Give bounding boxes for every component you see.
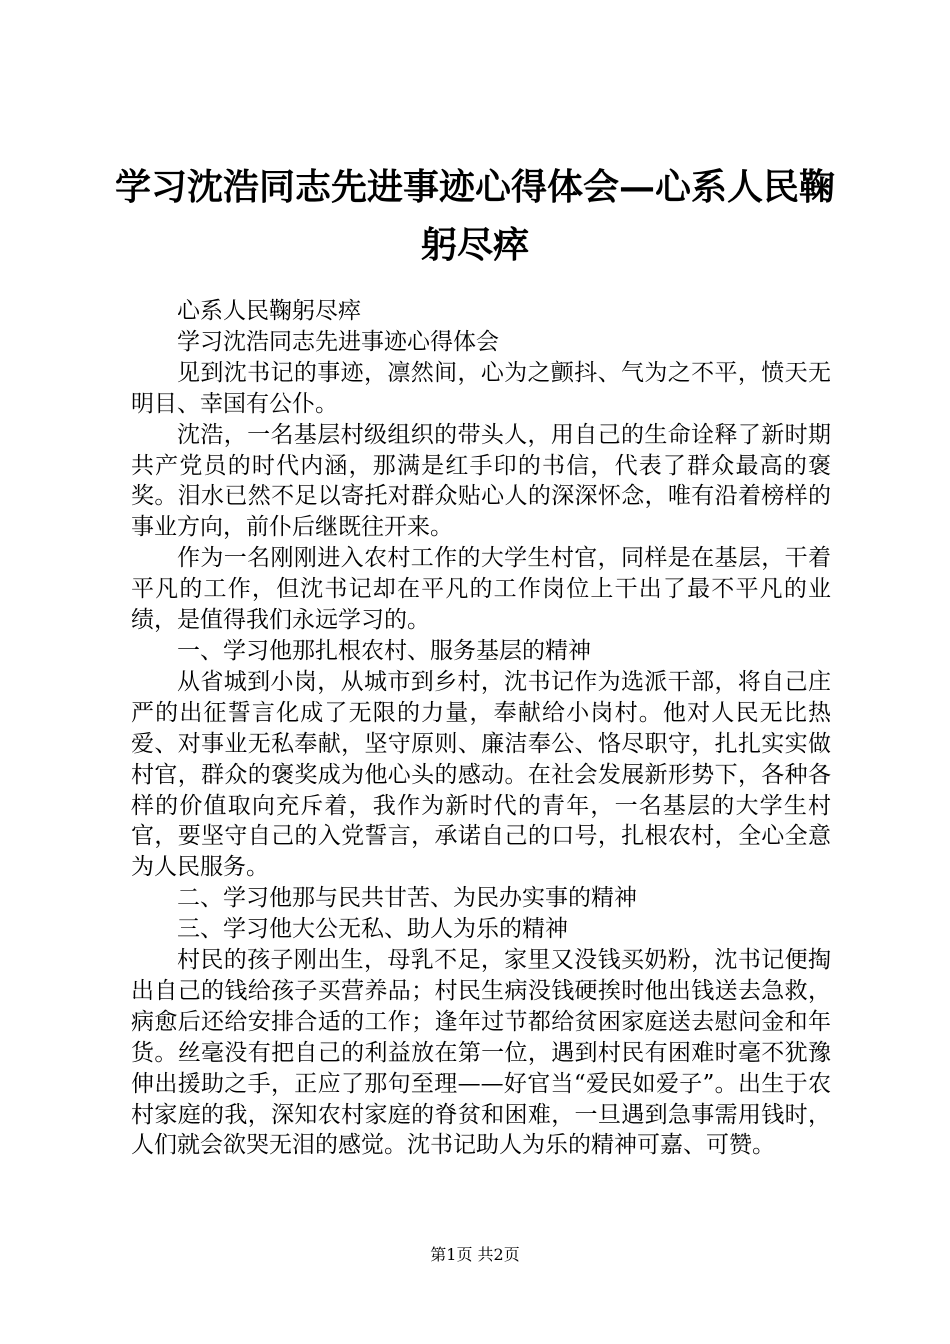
- section-heading: 二、学习他那与民共甘苦、为民办实事的精神: [177, 885, 637, 912]
- paragraph: 从省城到小岗，从城市到乡村，沈书记作为选派干部，将自己庄严的出征誓言化成了无限的力量，奉献给小岗村。他对人民无比热爱、对事业无私奉献，坚守原则、廉洁奉公、恪尽职守，扎扎实实做村官，群众的褒奖成为他心头的感动。在社会发展新形势下，各种各样的价值取向充斥着，我作为新时代的青年，一名基层的大学生村官，要坚守自己的入党誓言，承诺自己的口号，扎根农村，全心全意为人民服务。: [131, 668, 831, 881]
- paragraph: 学习沈浩同志先进事迹心得体会: [177, 328, 499, 355]
- section-heading: 一、学习他那扎根农村、服务基层的精神: [177, 637, 591, 664]
- paragraph: 见到沈书记的事迹，凛然间，心为之颤抖、气为之不平，愤天无明目、幸国有公仆。: [131, 359, 831, 417]
- paragraph: 村民的孩子刚出生，母乳不足，家里又没钱买奶粉，沈书记便掏出自己的钱给孩子买营养品；村民生病没钱硬挨时他出钱送去急救，病愈后还给安排合适的工作；逢年过节都给贫困家庭送去慰问金和年货。丝毫没有把自己的利益放在第一位，遇到村民有困难时毫不犹豫伸出援助之手，正应了那句至理——好官当“爱民如爱子”。出生于农村家庭的我，深知农村家庭的脊贫和困难，一旦遇到急事需用钱时，人们就会欲哭无泪的感觉。沈书记助人为乐的精神可嘉、可赞。: [131, 947, 831, 1159]
- section-heading: 三、学习他大公无私、助人为乐的精神: [177, 916, 568, 943]
- document-body: [131, 296, 831, 1161]
- paragraph: 沈浩，一名基层村级组织的带头人，用自己的生命诠释了新时期共产党员的时代内涵，那满是红手印的书信，代表了群众最高的褒奖。泪水已然不足以寄托对群众贴心人的深深怀念，唯有沿着榜样的事业方向，前仆后继既往开来。: [131, 421, 831, 541]
- paragraph: 心系人民鞠躬尽瘁: [177, 298, 361, 324]
- paragraph: 作为一名刚刚进入农村工作的大学生村官，同样是在基层，干着平凡的工作，但沈书记却在平凡的工作岗位上干出了最不平凡的业绩，是值得我们永远学习的。: [131, 545, 831, 634]
- document-title: 学习沈浩同志先进事迹心得体会—心系人民鞠躬尽瘁: [114, 166, 835, 266]
- page-footer: 第1页 共2页: [430, 1245, 520, 1264]
